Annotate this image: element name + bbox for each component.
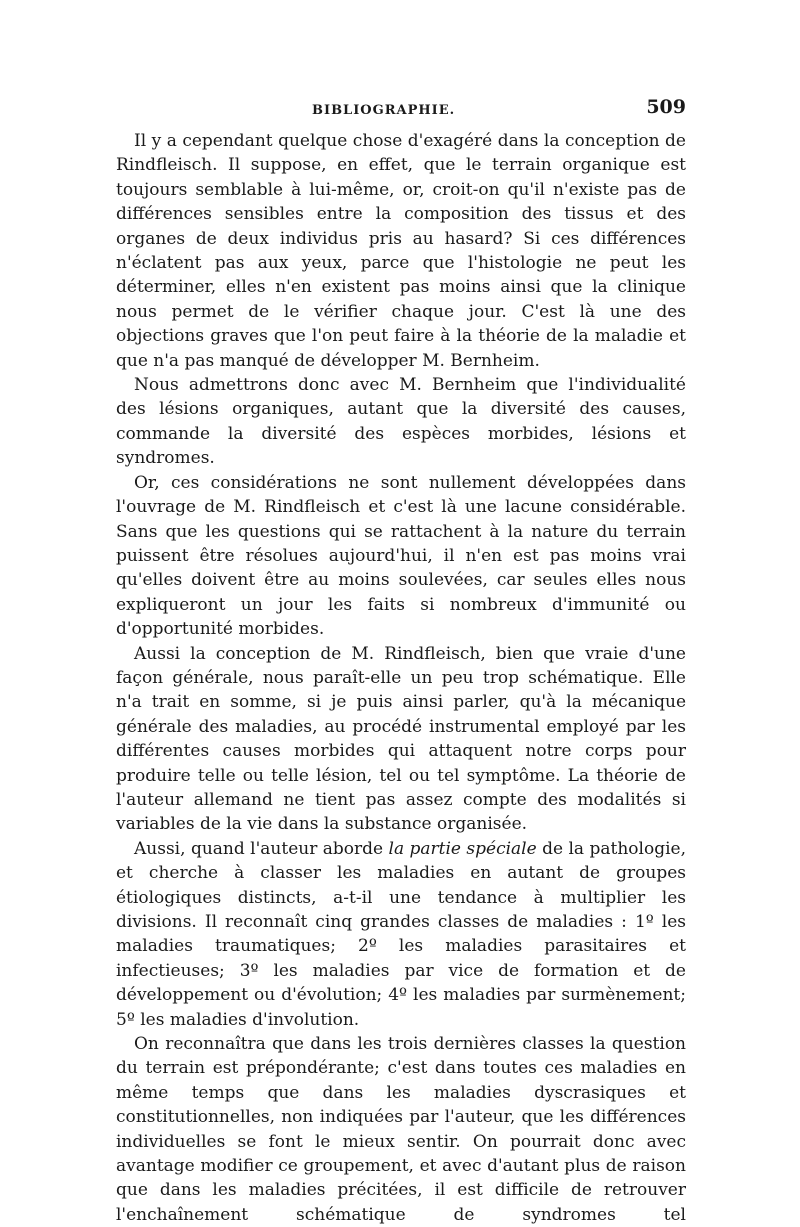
paragraph-2: Nous admettrons donc avec M. Bernheim que l'individualité des lésions organiques, autant que la diversité des causes, commande la diversité des espèces morbides, lésions et syndromes.	[116, 375, 686, 469]
page-number: 509	[646, 96, 686, 118]
paragraph-6: On reconnaîtra que dans les trois dernières classes la question du terrain est prépondérante; c'est dans toutes ces maladies en même temps que dans les maladies dyscrasiques et constitutionnelles, non indiquées par l'auteur, que les différences individuelles se font le mieux sentir. On pourrait donc avec avantage modifier ce groupement, et avec d'autant plus de raison que dans les maladies précitées, il est difficile de retrouver l'enchaînement schématique de syndromes tel	[116, 1034, 686, 1225]
paragraph-5	[116, 837, 686, 1032]
body-text	[116, 129, 686, 1227]
paragraph-5-start: Aussi, quand l'auteur aborde	[134, 838, 389, 859]
paragraph-3: Or, ces considérations ne sont nullement développées dans l'ouvrage de M. Rindfleisch et c'est là une lacune considérable. Sans que les questions qui se rattachent à la nature du terrain puissent être résolues aujourd'hui, il n'en est pas moins vrai qu'elles doivent être au moins soulevées, car seules elles nous expliqueront un jour les faits si nombreux d'immunité ou d'opportunité morbides.	[116, 472, 686, 640]
running-title: BIBLIOGRAPHIE.	[312, 103, 456, 118]
page-header	[116, 96, 686, 126]
paragraph-5-end: de la pathologie, et cherche à classer les maladies en autant de groupes étiologiques distincts, a-t-il une tendance à multiplier les divisions. Il reconnaît cinq grandes classes de maladies : 1º les maladies traumatiques; 2º les maladies parasitaires et infectieuses; 3º les maladies par vice de formation et de développement ou d'évolution; 4º les maladies par surmènement; 5º les maladies d'involution.	[116, 838, 686, 1030]
paragraph-1: Il y a cependant quelque chose d'exagéré dans la conception de Rindfleisch. Il suppose, en effet, que le terrain organique est toujours semblable à lui-même, or, croit-on qu'il n'existe pas de différences sensibles entre la composition des tissus et des organes de deux individus pris au hasard? Si ces différences n'éclatent pas aux yeux, parce que l'histologie ne peut les déterminer, elles n'en existent pas moins ainsi que la clinique nous permet de le vérifier chaque jour. C'est là une des objections graves que l'on peut faire à la théorie de la maladie et que n'a pas manqué de développer M. Bernheim.	[116, 131, 686, 371]
paragraph-5-emphasis: la partie spéciale	[388, 838, 537, 859]
paragraph-4: Aussi la conception de M. Rindfleisch, bien que vraie d'une façon générale, nous paraît-elle un peu trop schématique. Elle n'a trait en somme, si je puis ainsi parler, qu'à la mécanique générale des maladies, au procédé instrumental employé par les différentes causes morbides qui attaquent notre corps pour produire telle ou telle lésion, tel ou tel symptôme. La théorie de l'auteur allemand ne tient pas assez compte des modalités si variables de la vie dans la substance organisée.	[116, 643, 686, 835]
